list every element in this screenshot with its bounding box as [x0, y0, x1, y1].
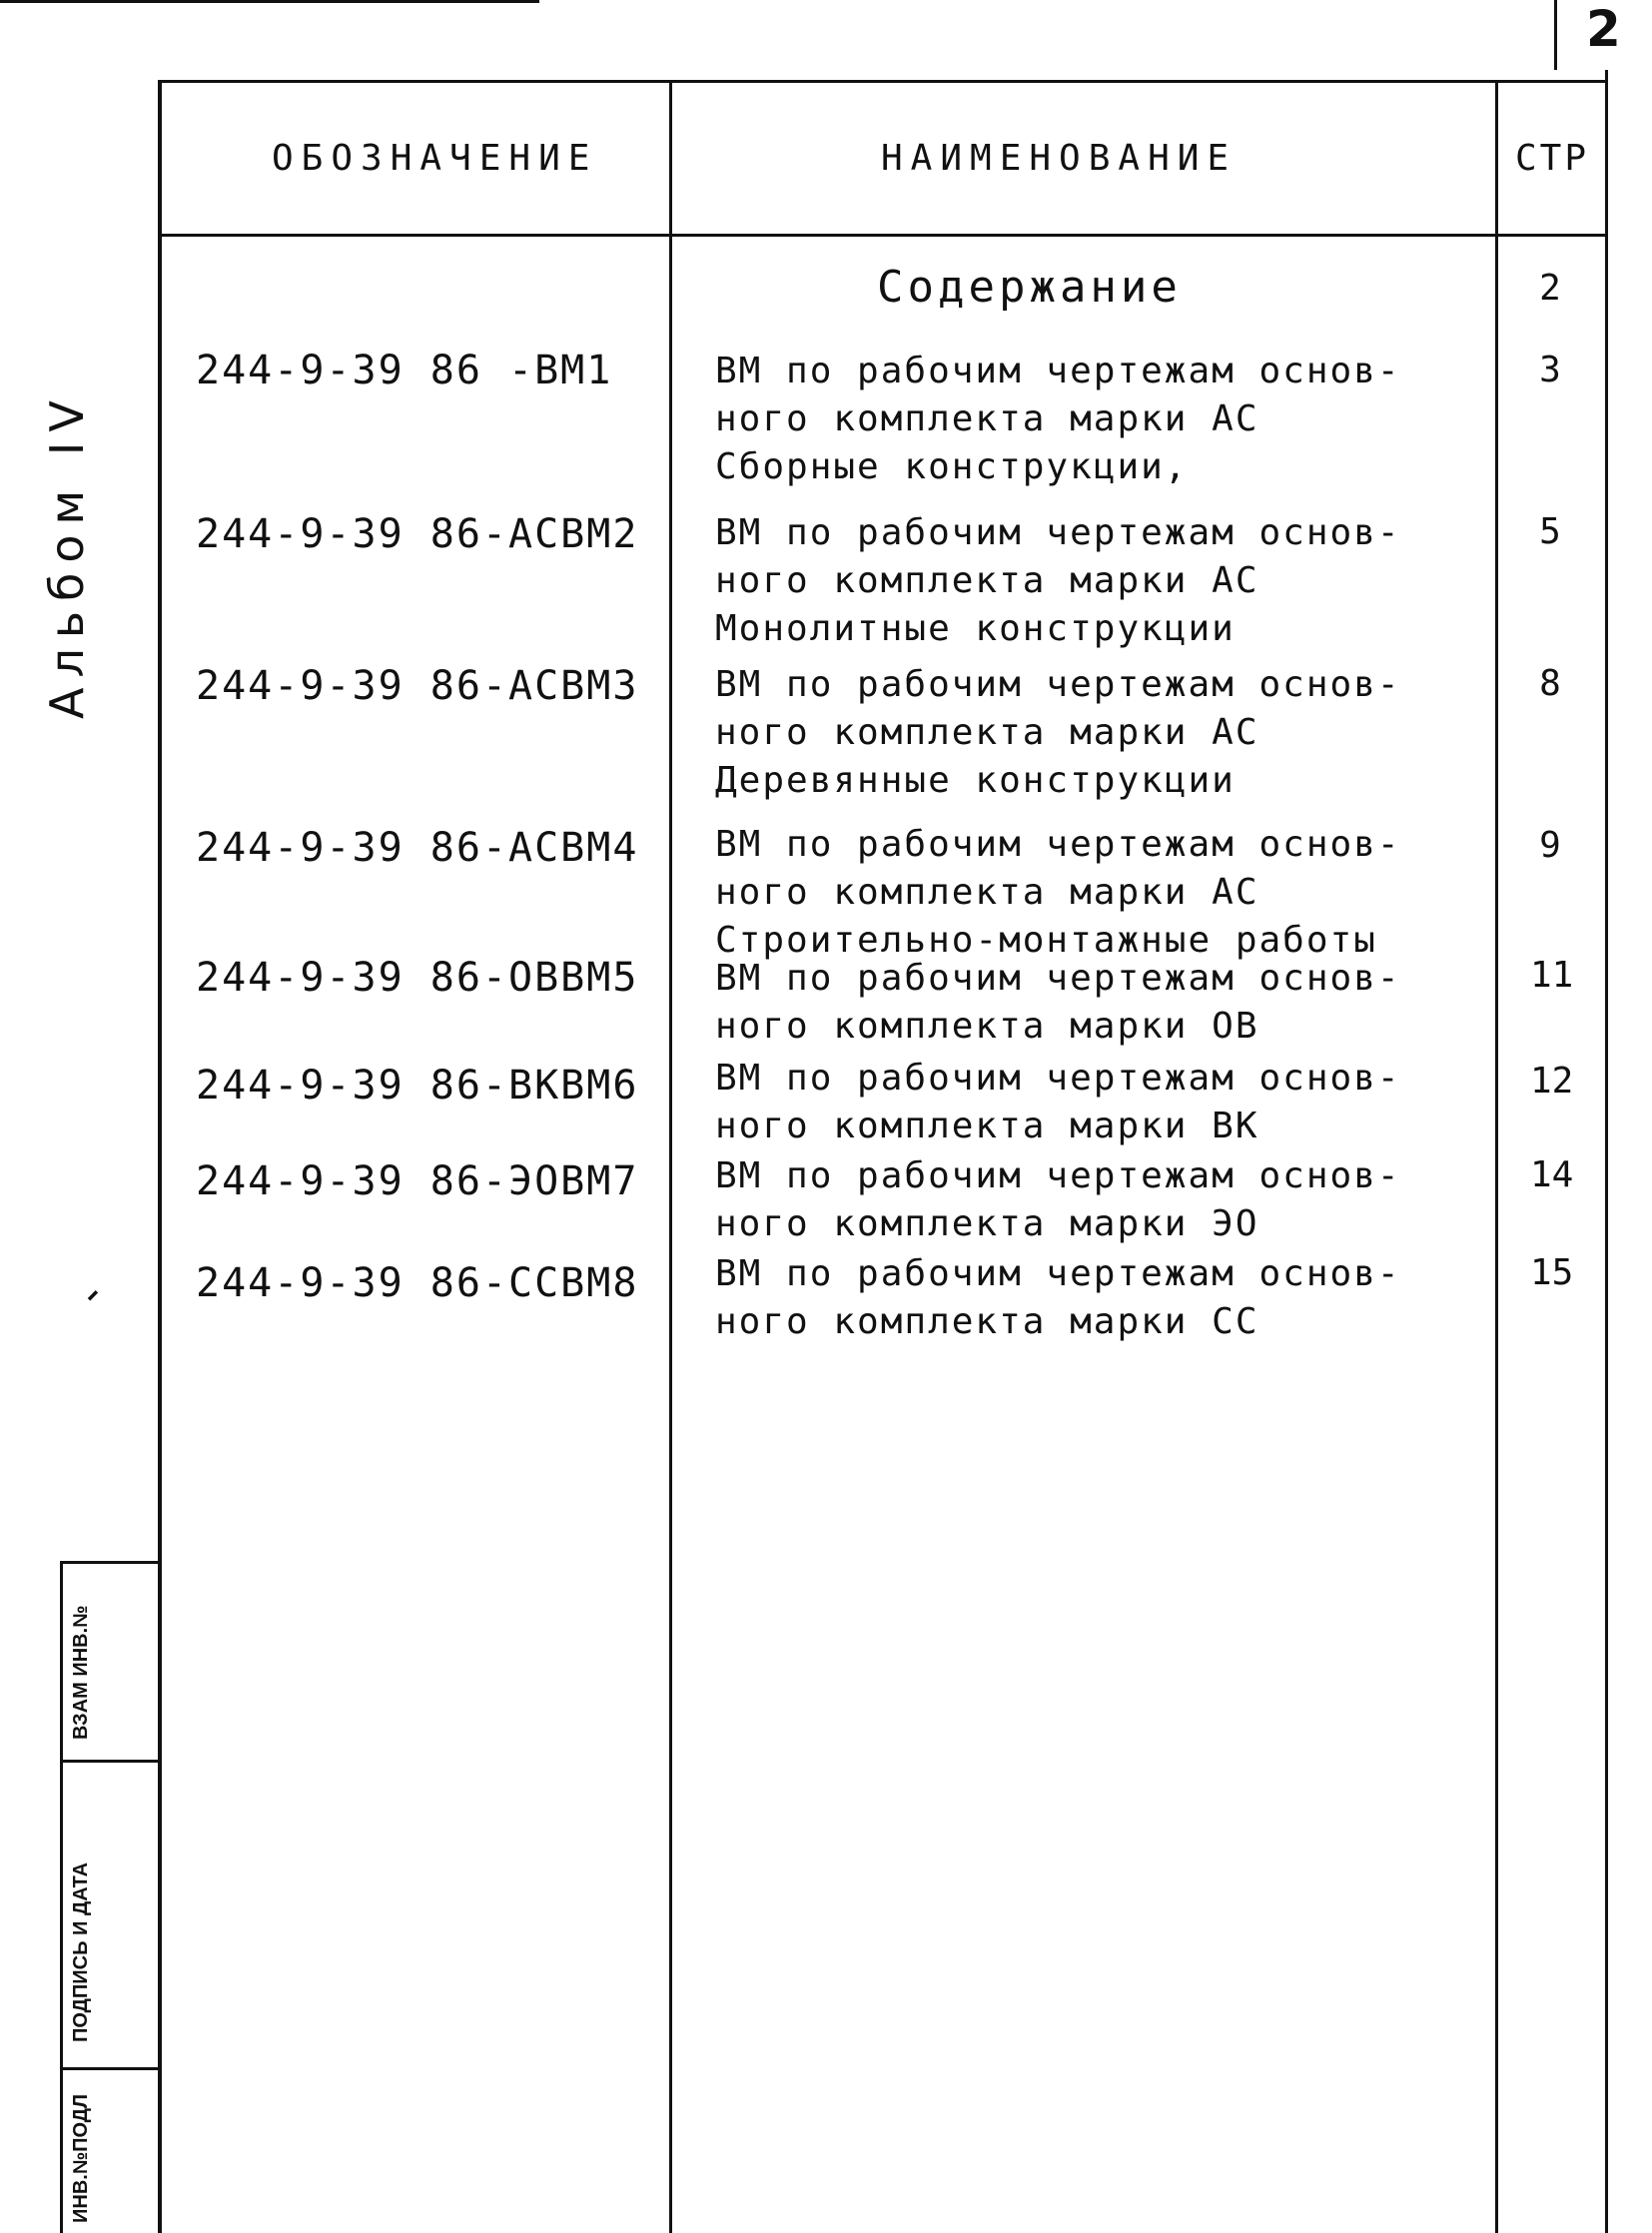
content-title: Содержание [877, 262, 1182, 313]
row-code: 244-9-39 86-АСВМ4 [196, 825, 639, 871]
row-code: 244-9-39 86-АСВМ3 [196, 663, 639, 709]
row-title: ВМ по рабочим чертежам основ- ного комплекта марки АС Строительно-монтажные работы [715, 824, 1401, 961]
album-label-text: Альбом IV [40, 390, 94, 719]
header-page: СТР [1515, 138, 1590, 179]
frame-right [1605, 70, 1608, 2233]
top-edge-line [0, 0, 539, 3]
column-divider-2 [1495, 80, 1498, 2233]
row-title: ВМ по рабочим чертежам основ- ного комплекта марки АС Деревянные конструкции [715, 664, 1401, 801]
row-title: ВМ по рабочим чертежам основ- ного комплекта марки СС [715, 1253, 1401, 1342]
row-page: 8 [1539, 663, 1561, 704]
row-title: ВМ по рабочим чертежам основ- ного комплекта марки АС Сборные конструкции, [715, 351, 1401, 487]
row-page: 15 [1530, 1252, 1574, 1293]
header-bottom-line [158, 234, 1606, 237]
stamp-divider-1 [60, 1561, 160, 1564]
row-code: 244-9-39 86-ССВМ8 [196, 1260, 639, 1306]
row-page: 11 [1530, 955, 1574, 996]
row-page: 14 [1530, 1154, 1574, 1195]
page-number-box-left [1554, 0, 1557, 70]
row-title: ВМ по рабочим чертежам основ- ного комплекта марки ВК [715, 1058, 1401, 1146]
row-title: ВМ по рабочим чертежам основ- ного комплекта марки АС Монолитные конструкции [715, 512, 1401, 649]
page-number: 2 [1586, 0, 1621, 58]
stamp-divider-2 [60, 1760, 160, 1763]
row-page: 12 [1530, 1061, 1574, 1102]
column-divider-1 [669, 80, 672, 2233]
row-title: ВМ по рабочим чертежам основ- ного комплекта марки ОВ [715, 958, 1401, 1047]
row-code: 244-9-39 86-ЭОВМ7 [196, 1158, 639, 1204]
header-name: НАИМЕНОВАНИЕ [881, 138, 1238, 179]
content-page: 2 [1539, 268, 1561, 309]
row-page: 9 [1539, 825, 1561, 866]
stamp-divider-3 [60, 2067, 160, 2070]
header-designation: ОБОЗНАЧЕНИЕ [272, 138, 598, 179]
stamp-border-left [60, 1561, 63, 2233]
margin-tick-mark: ‐ [63, 1266, 119, 1321]
row-page: 3 [1539, 350, 1561, 390]
row-code: 244-9-39 86-ОВВМ5 [196, 955, 639, 1001]
row-title: ВМ по рабочим чертежам основ- ного комплекта марки ЭО [715, 1155, 1401, 1244]
row-page: 5 [1539, 511, 1561, 552]
outer-frame-top [158, 80, 1606, 83]
row-code: 244-9-39 86 -ВМ1 [196, 348, 613, 393]
frame-left [158, 80, 162, 2233]
row-code: 244-9-39 86-АСВМ2 [196, 511, 639, 557]
row-code: 244-9-39 86-ВКВМ6 [196, 1063, 639, 1109]
